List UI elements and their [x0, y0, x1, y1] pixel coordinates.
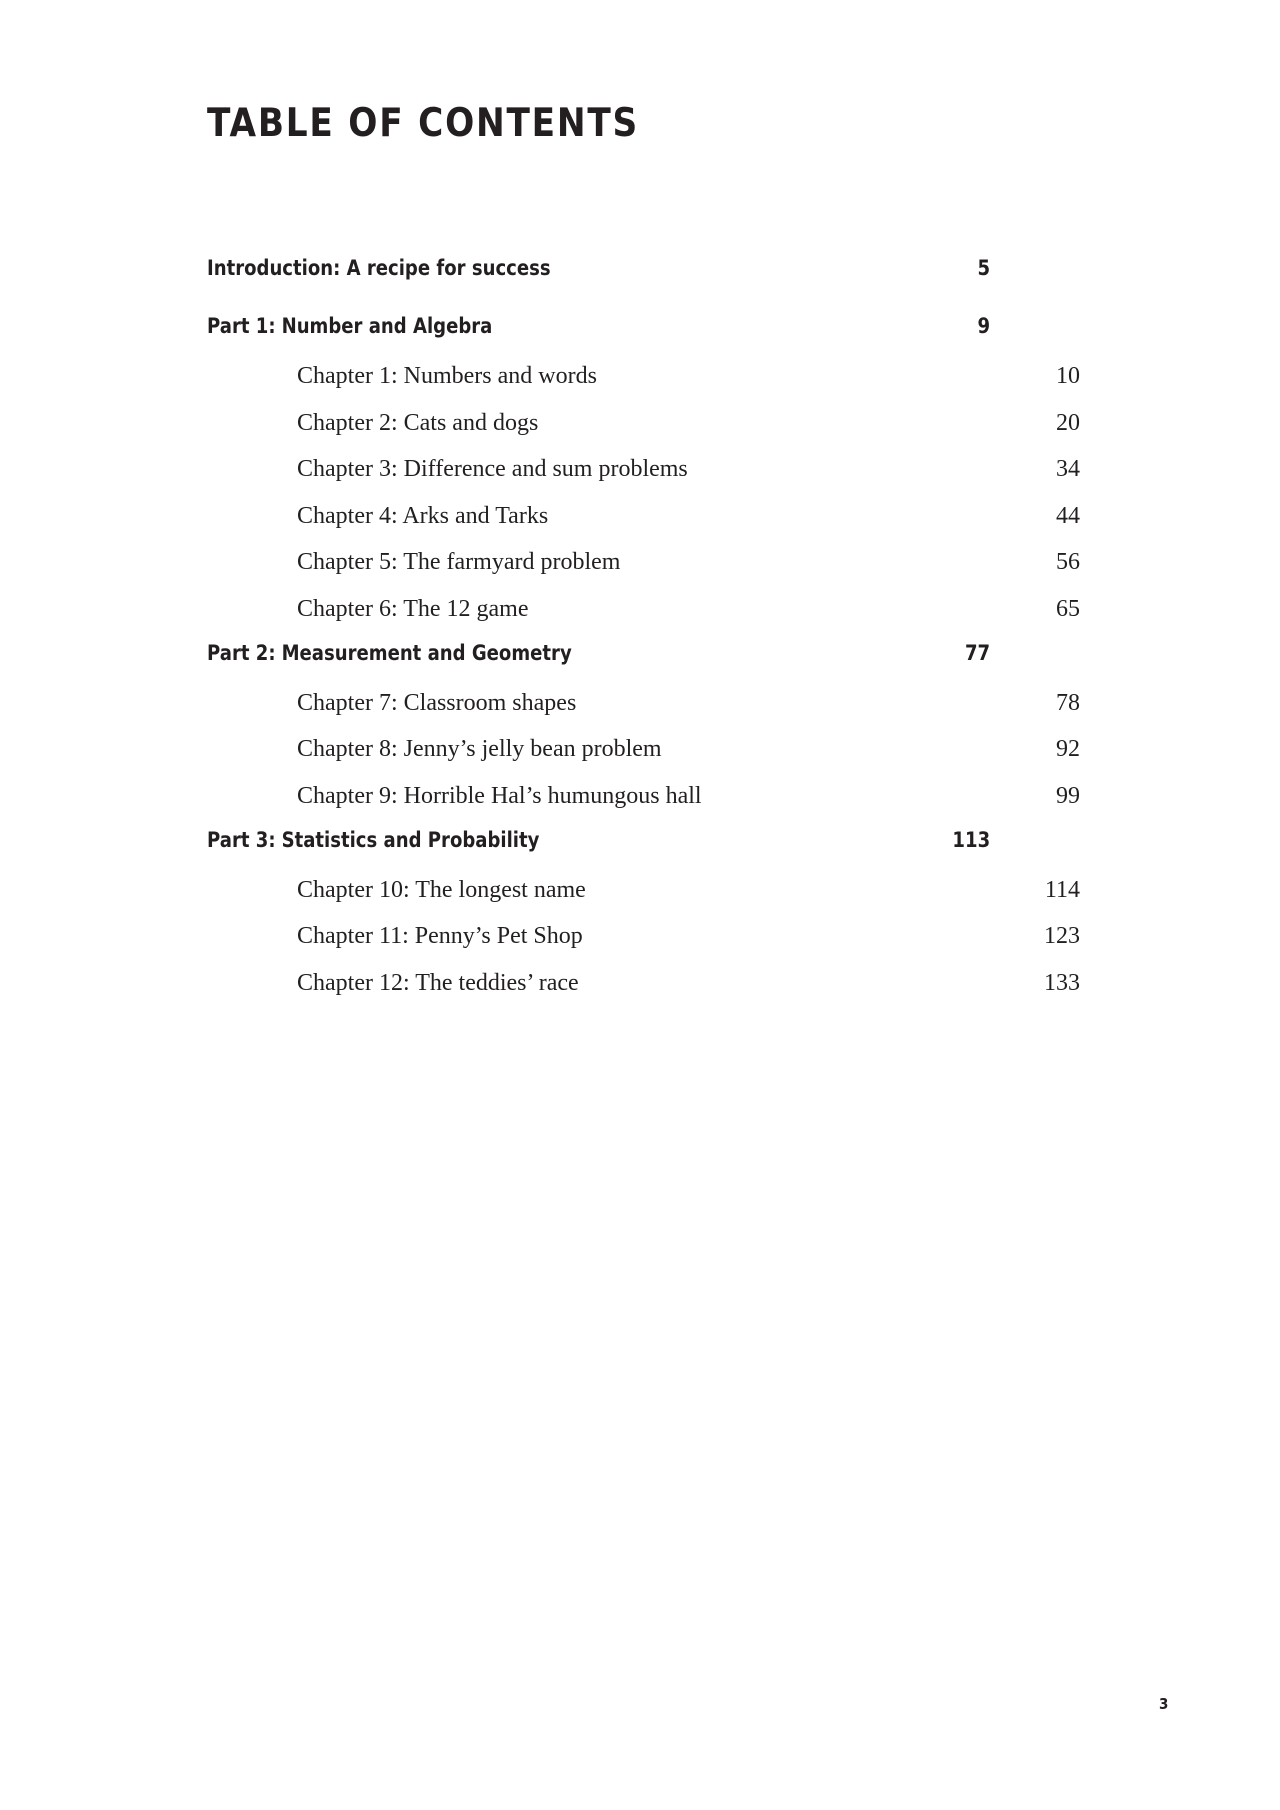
toc-entry-label: Chapter 5: The farmyard problem: [297, 549, 621, 575]
toc-entry-page: 34: [1056, 456, 1080, 482]
toc-entry-page: 56: [1056, 549, 1080, 575]
toc-entry-label: Introduction: A recipe for success: [207, 256, 551, 280]
toc-entry-page: 78: [1056, 689, 1080, 716]
part-block-1: [207, 314, 1080, 622]
toc-entry-page: 92: [1056, 736, 1080, 762]
toc-entry-chapter[interactable]: [207, 971, 1080, 995]
part-title: Number and Algebra: [281, 314, 493, 338]
toc-entry-page: 133: [1044, 969, 1080, 996]
toc-entry-page: 5: [977, 256, 991, 280]
toc-entry-label: Chapter 2: Cats and dogs: [297, 409, 539, 436]
part-block-3: [207, 827, 1080, 996]
part-title: Statistics and Probability: [281, 827, 540, 852]
part-number: Part 1:: [207, 314, 276, 338]
toc-entry-chapter[interactable]: [207, 878, 1080, 902]
toc-entry-chapter[interactable]: [207, 597, 1080, 621]
toc-entry-page: 65: [1056, 595, 1080, 622]
toc-entry-label: Chapter 4: Arks and Tarks: [297, 502, 549, 529]
toc-entry-chapter[interactable]: [207, 924, 1080, 948]
toc-entry-label: Chapter 3: Difference and sum problems: [297, 456, 688, 482]
toc-entry-page: 77: [964, 640, 991, 665]
toc-entry-chapter[interactable]: [207, 364, 1080, 388]
toc-entry-chapter[interactable]: [207, 411, 1080, 435]
toc-entry-page: 123: [1044, 923, 1080, 949]
toc-entry-part-3[interactable]: [207, 827, 991, 852]
toc-entry-page: 113: [952, 827, 991, 852]
toc-entry-page: 9: [977, 314, 991, 338]
toc-list: [207, 256, 1080, 996]
page-folio: 3: [1158, 1695, 1168, 1713]
part-heading: [207, 827, 540, 852]
part-block-2: [207, 640, 1080, 809]
toc-entry-chapter[interactable]: [207, 457, 1080, 481]
toc-entry-chapter[interactable]: [207, 691, 1080, 715]
toc-entry-label: Chapter 11: Penny’s Pet Shop: [297, 923, 583, 949]
toc-entry-chapter[interactable]: [207, 784, 1080, 808]
toc-entry-label: Chapter 8: Jenny’s jelly bean problem: [297, 736, 662, 762]
toc-entry-label: Chapter 10: The longest name: [297, 876, 586, 903]
toc-entry-page: 114: [1044, 876, 1080, 903]
toc-entry-page: 20: [1056, 409, 1080, 436]
page-title: TABLE OF CONTENTS: [207, 101, 640, 146]
toc-entry-chapter[interactable]: [207, 550, 1080, 574]
part-heading: [207, 640, 572, 665]
chapter-list-3: [207, 876, 1080, 996]
toc-entry-page: 99: [1056, 782, 1080, 809]
toc-entry-chapter[interactable]: [207, 737, 1080, 761]
chapter-list-2: [207, 689, 1080, 809]
toc-entry-introduction[interactable]: [207, 258, 990, 279]
part-heading: [207, 316, 492, 337]
toc-entry-page: 10: [1056, 363, 1080, 389]
part-number: Part 3:: [207, 827, 276, 852]
toc-entry-part-2[interactable]: [207, 640, 991, 665]
toc-entry-label: Chapter 9: Horrible Hal’s humungous hall: [297, 782, 702, 809]
toc-entry-label: Chapter 1: Numbers and words: [297, 363, 597, 389]
toc-entry-label: Chapter 7: Classroom shapes: [297, 689, 577, 716]
toc-entry-page: 44: [1056, 502, 1080, 529]
toc-entry-label: Chapter 6: The 12 game: [297, 595, 529, 622]
toc-entry-part-1[interactable]: [207, 316, 990, 337]
chapter-list-1: [207, 363, 1080, 622]
part-number: Part 2:: [207, 640, 276, 665]
toc-entry-label: Chapter 12: The teddies’ race: [297, 969, 579, 996]
toc-entry-chapter[interactable]: [207, 504, 1080, 528]
part-title: Measurement and Geometry: [281, 640, 572, 665]
